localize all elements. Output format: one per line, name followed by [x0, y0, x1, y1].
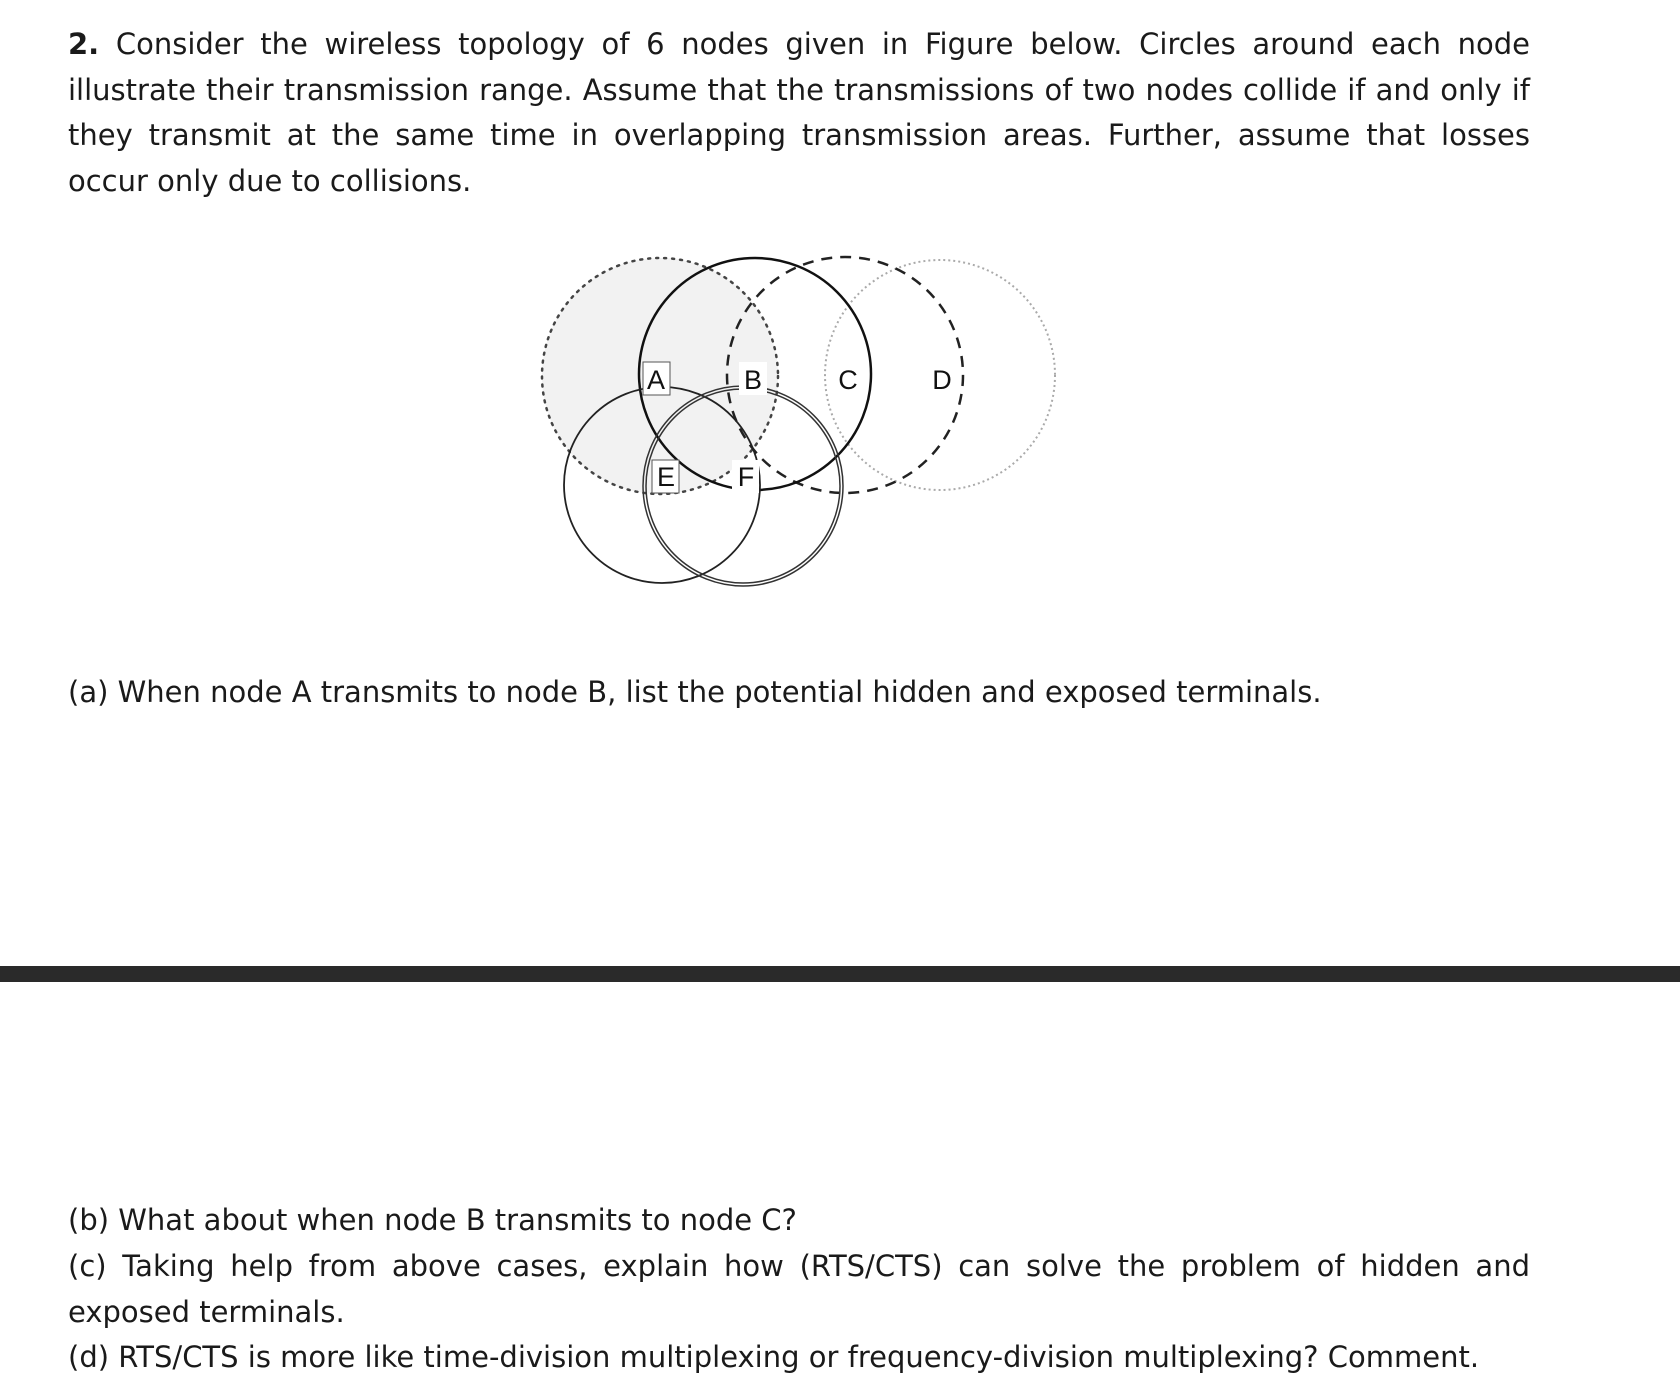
- part-a-text: (a) When node A transmits to node B, list the potential hidden and exposed terminals.: [68, 675, 1322, 709]
- part-b-text: (b) What about when node B transmits to node C?: [68, 1203, 797, 1237]
- node-label-c: C: [838, 365, 858, 395]
- divider-bar: [0, 966, 1680, 982]
- question-body: Consider the wireless topology of 6 nodes given in Figure below. Circles around each node illustrate their transmission range. Assume that the transmissions of two nodes collide if and only if they transmit at the same time in overlapping transmission areas. Further, assume that losses occur only due to collisions.: [68, 27, 1530, 198]
- part-c-text: (c) Taking help from above cases, explain how (RTS/CTS) can solve the problem of hidden and exposed terminals.: [68, 1249, 1530, 1329]
- node-label-a: A: [646, 365, 666, 395]
- part-d-text: (d) RTS/CTS is more like time-division multiplexing or frequency-division multiplexing? Comment.: [68, 1340, 1480, 1374]
- topology-figure: [0, 0, 1680, 640]
- question-number: 2.: [68, 27, 100, 61]
- node-label-f: F: [737, 462, 755, 492]
- node-label-b: B: [743, 365, 763, 395]
- node-label-d: D: [932, 365, 952, 395]
- node-label-e: E: [656, 462, 676, 492]
